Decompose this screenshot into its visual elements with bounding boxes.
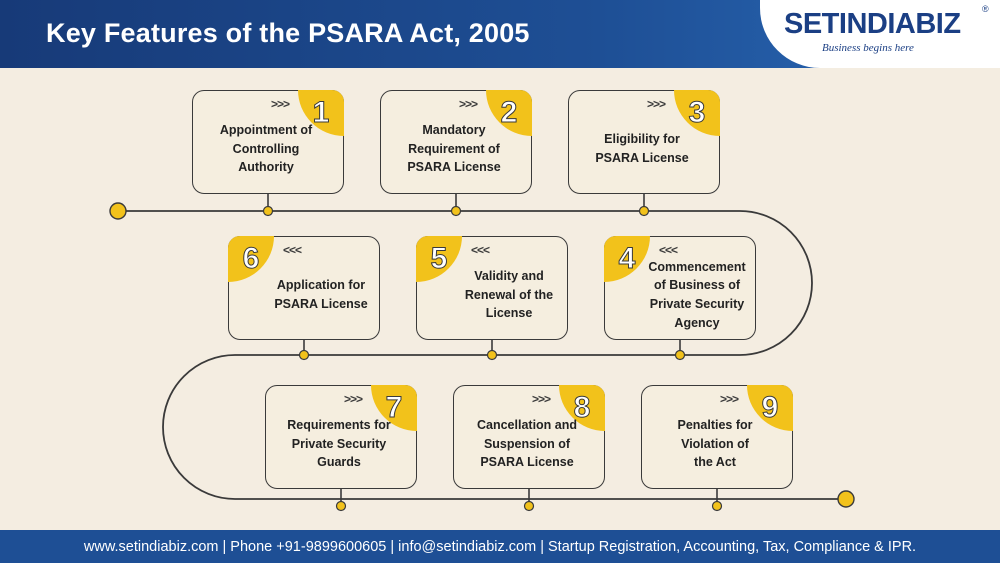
chevron-arrows-icon: >>> — [343, 392, 362, 406]
step-label: Eligibility for PSARA License — [595, 132, 689, 165]
registered-mark: ® — [982, 4, 989, 14]
logo-wordmark: SETINDIABIZ — [784, 8, 961, 40]
logo-tagline: Business begins here — [822, 42, 914, 54]
chevron-arrows-icon: <<< — [659, 243, 678, 257]
step-label: Mandatory Requirement of PSARA License — [407, 122, 501, 175]
chevron-arrows-icon: >>> — [458, 97, 477, 111]
step-connector-dot — [676, 351, 685, 360]
step-label: Appointment of Controlling Authority — [219, 122, 313, 175]
step-number-badge: 1 — [298, 90, 344, 136]
end-node-dot — [838, 491, 854, 507]
step-number-badge: 6 — [228, 236, 274, 282]
page-title: Key Features of the PSARA Act, 2005 — [46, 18, 530, 48]
step-card-9 — [641, 385, 793, 489]
step-label: Cancellation and Suspension of PSARA License — [476, 417, 578, 470]
step-number-badge: 3 — [674, 90, 720, 136]
step-label: Penalties for Violation of the Act — [677, 417, 753, 470]
step-label: Application for PSARA License — [274, 278, 368, 311]
step-card-1 — [192, 90, 344, 194]
chevron-arrows-icon: <<< — [283, 243, 302, 257]
footer-contact-bar — [0, 530, 1000, 563]
step-number-badge: 9 — [747, 385, 793, 431]
step-label: Requirements for Private Security Guards — [287, 417, 391, 470]
step-connector-dot — [713, 502, 722, 511]
chevron-arrows-icon: >>> — [270, 97, 289, 111]
step-number-badge: 8 — [559, 385, 605, 431]
chevron-arrows-icon: <<< — [471, 243, 490, 257]
chevron-arrows-icon: >>> — [719, 392, 738, 406]
step-number-badge: 7 — [371, 385, 417, 431]
step-label: Validity and Renewal of the License — [464, 268, 554, 321]
step-card-5 — [416, 236, 568, 340]
chevron-arrows-icon: >>> — [646, 97, 665, 111]
step-connector-dot — [337, 502, 346, 511]
step-number-badge: 5 — [416, 236, 462, 282]
step-number-badge: 4 — [604, 236, 650, 282]
step-card-2 — [380, 90, 532, 194]
footer-text: www.setindiabiz.com | Phone +91-9899600605 | info@setindiabiz.com | Startup Registration, Accounting, Tax, Compliance & IPR. — [83, 538, 917, 555]
step-connector-dot — [300, 351, 309, 360]
step-number-badge: 2 — [486, 90, 532, 136]
step-connector-dot — [264, 207, 273, 216]
header-banner — [0, 0, 1000, 68]
logo — [760, 0, 1000, 68]
step-card-4 — [604, 236, 756, 340]
flow-diagram — [0, 68, 1000, 530]
step-card-3 — [568, 90, 720, 194]
step-connector-dot — [452, 207, 461, 216]
step-card-8 — [453, 385, 605, 489]
step-connector-dot — [640, 207, 649, 216]
step-card-7 — [265, 385, 417, 489]
start-node-dot — [110, 203, 126, 219]
step-card-6 — [228, 236, 380, 340]
step-label: Commencement of Business of Private Security Agency — [648, 259, 746, 330]
step-connector-dot — [488, 351, 497, 360]
chevron-arrows-icon: >>> — [531, 392, 550, 406]
step-connector-dot — [525, 502, 534, 511]
